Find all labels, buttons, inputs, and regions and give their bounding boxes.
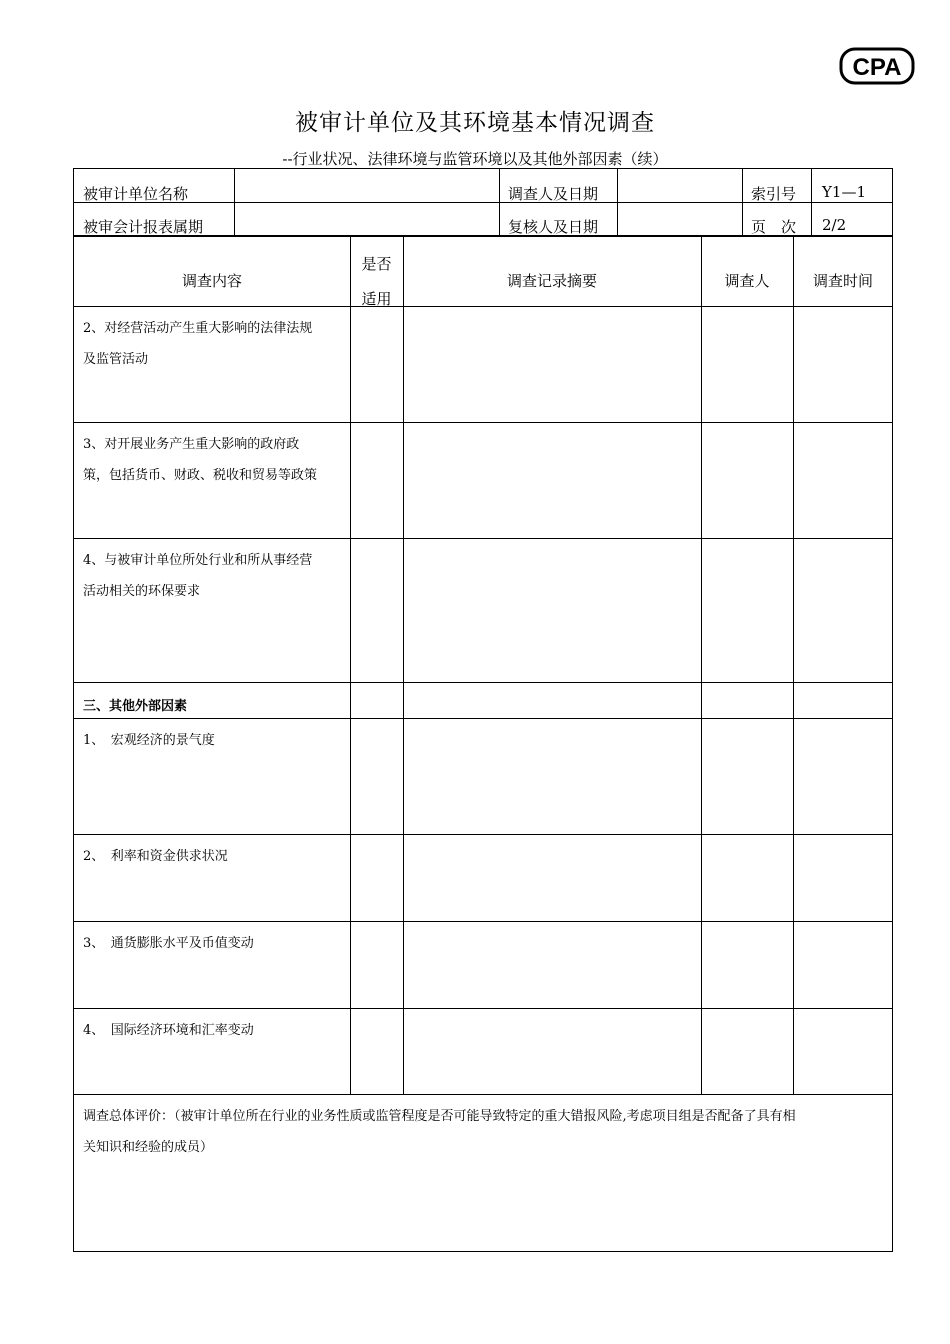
page-subtitle: --行业状况、法律环境与监管环境以及其他外部因素（续）: [282, 150, 668, 168]
period-label: 被审会计报表属期: [83, 218, 204, 236]
entity-name-label: 被审计单位名称: [83, 185, 189, 203]
factor-item: 1、 宏观经济的景气度: [83, 733, 215, 748]
reviewer-date-label: 复核人及日期: [508, 218, 599, 236]
survey-table: [73, 236, 893, 1252]
page-title: 被审计单位及其环境基本情况调查: [295, 110, 655, 136]
col-header-applicable-2: 适用: [361, 290, 392, 308]
period-field[interactable]: [235, 203, 498, 236]
investigator-date-label: 调查人及日期: [508, 185, 599, 203]
reviewer-date-field[interactable]: [618, 203, 741, 236]
index-value: Y1—1: [822, 183, 866, 201]
svg-text:CPA: CPA: [852, 54, 902, 81]
survey-item: [83, 313, 312, 375]
factor-item: 3、 通货膨胀水平及币值变动: [83, 936, 254, 951]
page-label: 页 次: [751, 218, 797, 236]
item-text-line2: 活动相关的环保要求: [83, 584, 201, 599]
item-text-line1: 3、对开展业务产生重大影响的政府政: [83, 437, 300, 452]
item-text-line2: 策，包括货币、财政、税收和贸易等政策: [83, 468, 318, 483]
col-header-summary: 调查记录摘要: [506, 272, 597, 290]
section-title: 三、其他外部因素: [83, 699, 188, 714]
entity-name-field[interactable]: [235, 169, 498, 202]
col-header-investigator: 调查人: [724, 272, 770, 290]
investigator-date-field[interactable]: [618, 169, 741, 202]
survey-item: [83, 545, 312, 607]
col-header-content: 调查内容: [181, 272, 242, 290]
evaluation-line1: 调查总体评价：（被审计单位所在行业的业务性质或监管程度是否可能导致特定的重大错报风险,考虑项目组是否配备了具有相: [83, 1109, 796, 1124]
survey-item: [83, 429, 317, 491]
index-label: 索引号: [751, 185, 797, 203]
col-header-time: 调查时间: [812, 272, 873, 290]
item-text-line2: 及监管活动: [83, 352, 149, 367]
overall-evaluation: [83, 1101, 796, 1163]
header-info-table: [73, 168, 893, 236]
factor-item: 2、 利率和资金供求状况: [83, 849, 228, 864]
page-value: 2/2: [822, 216, 847, 234]
evaluation-line2: 关知识和经验的成员）: [83, 1140, 214, 1155]
item-text-line1: 2、对经营活动产生重大影响的法律法规: [83, 321, 313, 336]
cpa-logo: [838, 46, 916, 86]
factor-item: 4、 国际经济环境和汇率变动: [83, 1023, 254, 1038]
item-text-line1: 4、与被审计单位所处行业和所从事经营: [83, 553, 313, 568]
col-header-applicable-1: 是否: [361, 255, 392, 273]
